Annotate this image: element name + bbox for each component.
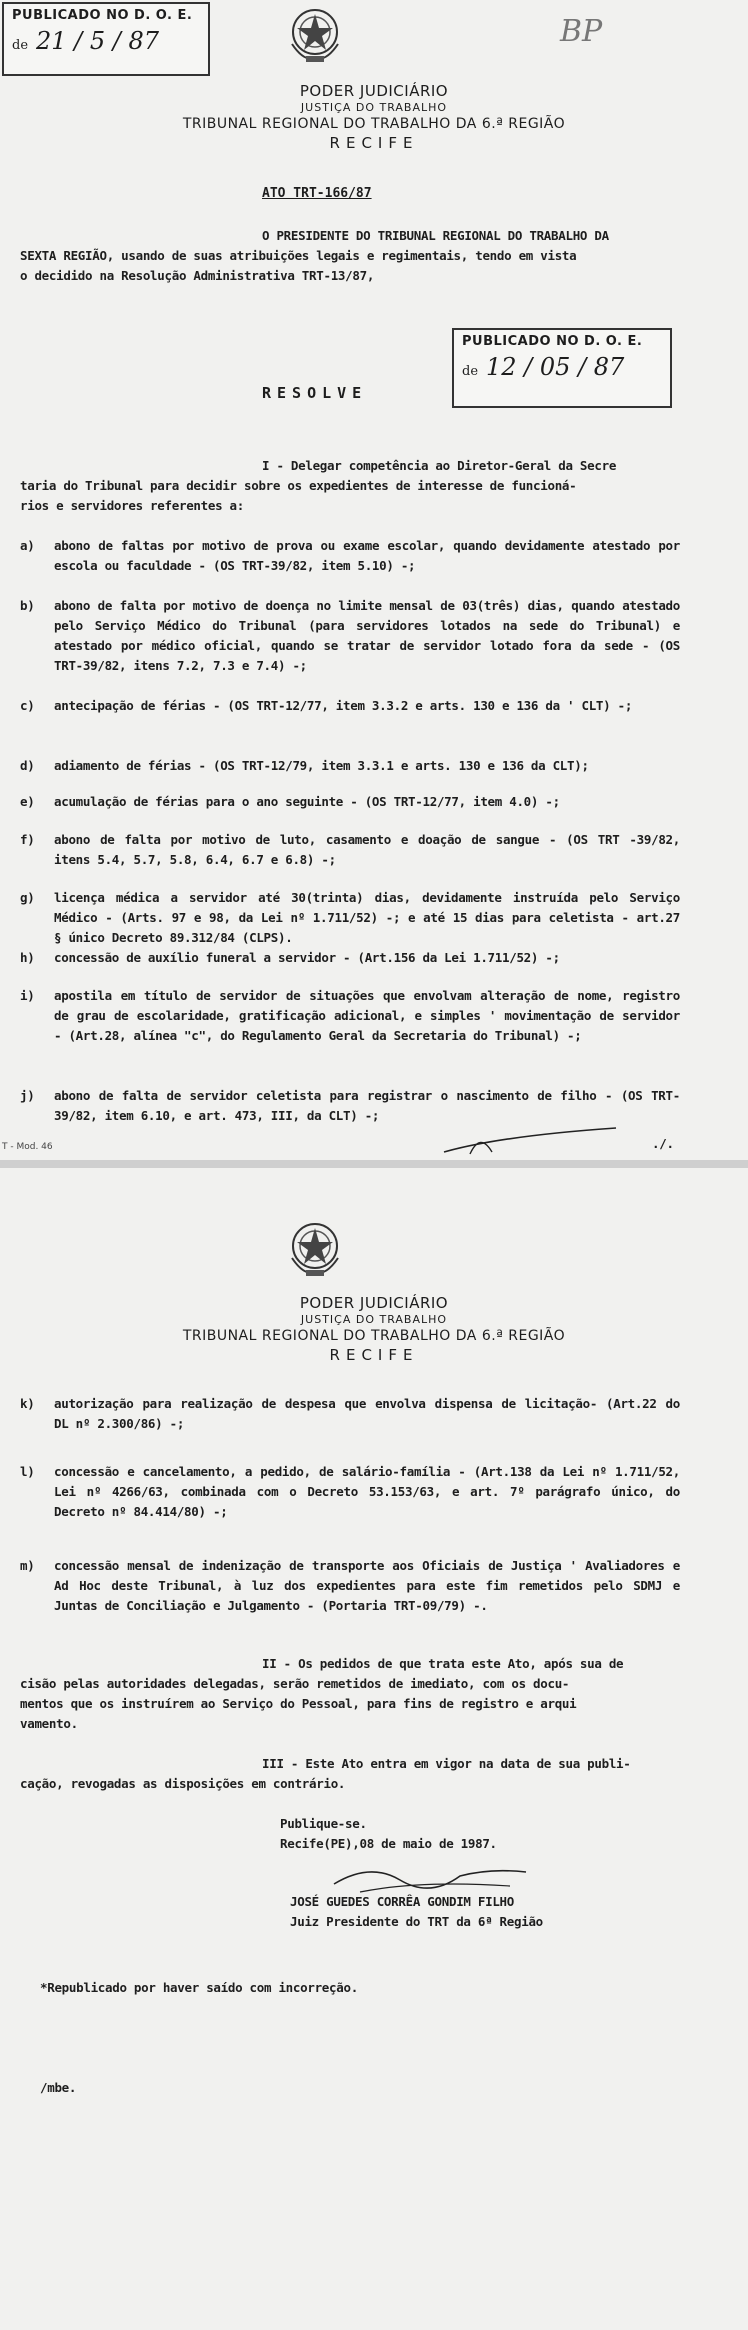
handwritten-initials: BP [560,14,603,49]
article-1-line-3: rios e servidores referentes a: [20,498,244,513]
item-text: abono de falta por motivo de luto, casamento e doação de sangue - (OS TRT -39/82, itens 5.4, 5.7, 5.8, 6.4, 6.7 e 6.8) -; [54,832,680,867]
act-title: ATO TRT-166/87 [262,186,372,201]
item-label: d) [20,758,35,773]
article-2-line-3: mentos que os instruírem ao Serviço do Pessoal, para fins de registro e arqui [20,1696,577,1711]
list-item [20,596,680,676]
list-item [20,830,680,870]
list-item [20,696,680,716]
stamp-title: PUBLICADO NO D. O. E. [12,8,193,23]
stamp-prefix: de [462,364,479,379]
form-code: T - Mod. 46 [2,1142,53,1152]
letterhead-line-3: TRIBUNAL REGIONAL DO TRABALHO DA 6.ª REGIÃO [182,1328,566,1344]
list-item [20,948,680,968]
list-item [20,1462,680,1522]
stamp-date [12,27,200,55]
publication-stamp-resolve [452,328,672,408]
typist-initials: /mbe. [40,2080,77,2095]
initials-scribble [440,1122,620,1158]
letterhead-line-4: RECIFE [329,1346,419,1364]
article-3-line-2: cação, revogadas as disposições em contrário. [20,1776,346,1791]
continuation-mark: ./. [652,1136,674,1151]
item-label: l) [20,1464,35,1479]
closing-date: Recife(PE),08 de maio de 1987. [280,1836,497,1851]
list-item [20,1394,680,1434]
list-item [20,986,680,1046]
preamble-line-1: O PRESIDENTE DO TRIBUNAL REGIONAL DO TRABALHO DA [262,228,609,243]
item-label: h) [20,950,35,965]
article-2-line-1: II - Os pedidos de que trata este Ato, após sua de [262,1656,624,1671]
list-item [20,536,680,576]
stamp-date [462,353,662,381]
item-label: k) [20,1396,35,1411]
list-item [20,756,680,776]
letterhead-line-2: JUSTIÇA DO TRABALHO [300,101,448,114]
item-text: concessão de auxílio funeral a servidor - (Art.156 da Lei 1.711/52) -; [54,950,560,965]
document-page-2 [0,1168,748,2330]
preamble-line-3: o decidido na Resolução Administrativa TRT-13/87, [20,268,375,283]
item-label: g) [20,890,35,905]
item-label: f) [20,832,35,847]
article-2-line-2: cisão pelas autoridades delegadas, serão remetidos de imediato, com os docu- [20,1676,570,1691]
signer-title: Juiz Presidente do TRT da 6ª Região [290,1914,543,1929]
article-2-line-4: vamento. [20,1716,78,1731]
item-label: a) [20,538,35,553]
signer-name: JOSÉ GUEDES CORRÊA GONDIM FILHO [290,1894,514,1909]
article-1-line-2: taria do Tribunal para decidir sobre os expedientes de interesse de funcioná- [20,478,577,493]
letterhead-line-4: RECIFE [329,134,419,152]
resolve-heading: RESOLVE [262,384,368,402]
item-text: licença médica a servidor até 30(trinta) dias, devidamente instruída pelo Serviço Médico - (Arts. 97 e 98, da Lei nº 1.711/52) -; e até 15 dias para celetista - art.27 § único Decreto 89.312/84 (CLPS). [54,890,680,945]
preamble-line-2: SEXTA REGIÃO, usando de suas atribuições legais e regimentais, tendo em vista [20,248,577,263]
list-item [20,792,680,812]
republication-note: *Republicado por haver saído com incorreção. [40,1980,358,1995]
stamp-date-value: 21 / 5 / 87 [36,27,160,55]
letterhead-line-3: TRIBUNAL REGIONAL DO TRABALHO DA 6.ª REGIÃO [182,116,566,132]
letterhead [0,1294,748,1364]
stamp-date-value: 12 / 05 / 87 [486,353,625,381]
item-text: antecipação de férias - (OS TRT-12/77, item 3.3.2 e arts. 130 e 136 da ' CLT) -; [54,698,633,713]
article-1-line-1: I - Delegar competência ao Diretor-Geral da Secre [262,458,617,473]
item-text: apostila em título de servidor de situações que envolvam alteração de nome, registro de grau de escolaridade, gratificação adicional, e simples ' movimentação de servidor - (Art.28, alínea "c", do Regulamento Geral da Secretaria do Tribunal) -; [54,988,680,1043]
publication-stamp-top [2,2,210,76]
item-label: b) [20,598,35,613]
item-text: adiamento de férias - (OS TRT-12/79, item 3.3.1 e arts. 130 e 136 da CLT); [54,758,589,773]
letterhead [0,82,748,152]
document-page-1 [0,0,748,1160]
item-label: c) [20,698,35,713]
stamp-title: PUBLICADO NO D. O. E. [462,334,643,349]
list-item [20,1086,680,1126]
item-text: autorização para realização de despesa que envolva dispensa de licitação- (Art.22 do DL nº 2.300/86) -; [54,1396,680,1431]
letterhead-line-2: JUSTIÇA DO TRABALHO [300,1313,448,1326]
item-label: i) [20,988,35,1003]
list-item [20,1556,680,1616]
stamp-prefix: de [12,38,29,53]
article-3-line-1: III - Este Ato entra em vigor na data de sua publi- [262,1756,631,1771]
item-text: concessão e cancelamento, a pedido, de salário-família - (Art.138 da Lei nº 1.711/52, Lei nº 4266/63, combinada com o Decreto 53.153/63, e art. 7º parágrafo único, do Decreto nº 84.414/80) -; [54,1464,680,1519]
item-label: e) [20,794,35,809]
letterhead-line-1: PODER JUDICIÁRIO [299,82,449,100]
letterhead-line-1: PODER JUDICIÁRIO [299,1294,449,1312]
coat-of-arms-icon [284,1218,346,1280]
item-text: abono de falta de servidor celetista para registrar o nascimento de filho - (OS TRT-39/82, item 6.10, e art. 473, III, da CLT) -; [54,1088,680,1123]
item-text: concessão mensal de indenização de transporte aos Oficiais de Justiça ' Avaliadores e Ad Hoc deste Tribunal, à luz dos expedientes para este fim remetidos pelo SDMJ e Juntas de Conciliação e Julgamento - (Portaria TRT-09/79) -. [54,1558,680,1613]
coat-of-arms-icon [284,4,346,66]
item-text: abono de faltas por motivo de prova ou exame escolar, quando devidamente atestado por escola ou faculdade - (OS TRT-39/82, item 5.10) -; [54,538,680,573]
list-item [20,888,680,948]
closing-publish: Publique-se. [280,1816,367,1831]
item-label: m) [20,1558,35,1573]
item-text: acumulação de férias para o ano seguinte - (OS TRT-12/77, item 4.0) -; [54,794,560,809]
item-text: abono de falta por motivo de doença no limite mensal de 03(três) dias, quando atestado pelo Serviço Médico do Tribunal (para servidores lotados na sede do Tribunal) e atestado por médico oficial, quando se tratar de servidor lotado fora da sede - (OS TRT-39/82, itens 7.2, 7.3 e 7.4) -; [54,598,680,673]
item-label: j) [20,1088,35,1103]
